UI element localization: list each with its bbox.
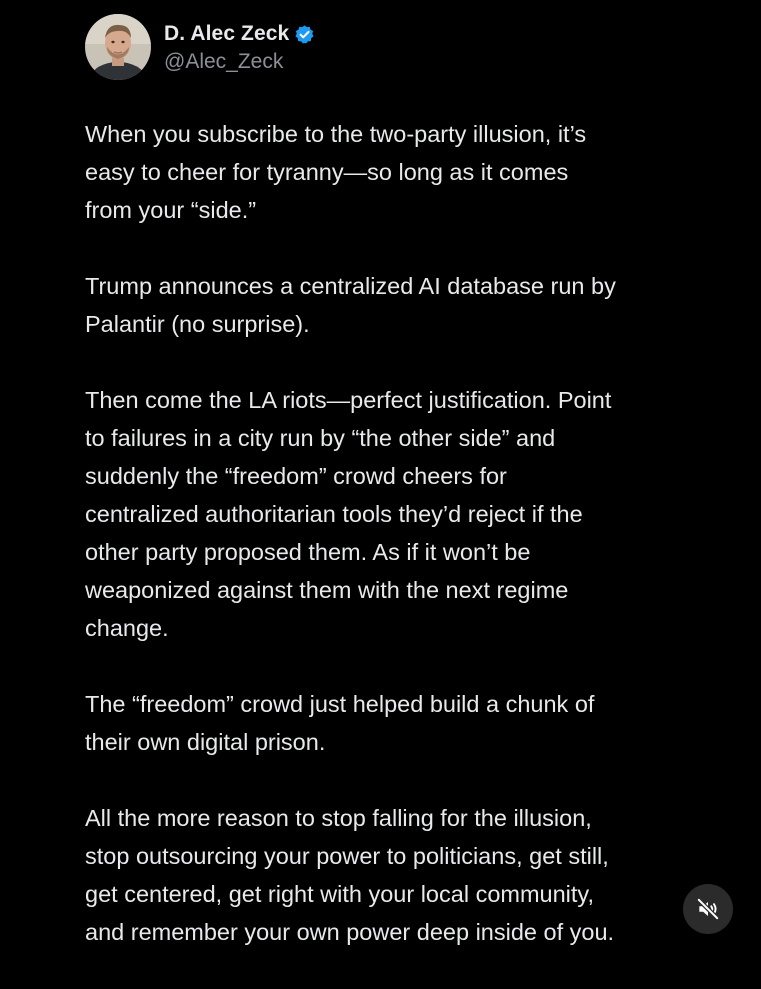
text-line: and remember your own power deep inside of you.	[85, 919, 615, 945]
post-paragraph	[85, 799, 685, 951]
text-line: to failures in a city run by “the other side” and	[85, 425, 556, 451]
author-identity	[164, 20, 315, 74]
text-line: suddenly the “freedom” crowd cheers for	[85, 463, 507, 489]
mute-button[interactable]	[683, 884, 733, 934]
post-paragraph	[85, 381, 685, 647]
text-line: When you subscribe to the two-party illusion, it’s	[85, 121, 587, 147]
text-line: change.	[85, 615, 169, 641]
text-line: their own digital prison.	[85, 729, 326, 755]
avatar[interactable]	[85, 14, 151, 80]
name-row	[164, 20, 315, 48]
post-header	[85, 12, 315, 82]
text-line: The “freedom” crowd just helped build a chunk of	[85, 691, 595, 717]
post-text	[85, 115, 685, 989]
avatar-photo-icon	[85, 14, 151, 80]
text-line: centralized authoritarian tools they’d reject if the	[85, 501, 583, 527]
text-line: Then come the LA riots—perfect justification. Point	[85, 387, 612, 413]
post-paragraph	[85, 685, 685, 761]
text-line: easy to cheer for tyranny—so long as it comes	[85, 159, 569, 185]
text-line: weaponized against them with the next regime	[85, 577, 569, 603]
author-name[interactable]: D. Alec Zeck	[164, 22, 290, 45]
verified-badge-icon	[294, 24, 315, 45]
post-paragraph	[85, 115, 685, 229]
text-line: get centered, get right with your local community,	[85, 881, 594, 907]
text-line: other party proposed them. As if it won’t be	[85, 539, 531, 565]
text-line: stop outsourcing your power to politicians, get still,	[85, 843, 609, 869]
post-paragraph	[85, 267, 685, 343]
author-handle[interactable]: @Alec_Zeck	[164, 50, 284, 73]
text-line: Palantir (no surprise).	[85, 311, 310, 337]
text-line: All the more reason to stop falling for the illusion,	[85, 805, 592, 831]
text-line: from your “side.”	[85, 197, 257, 223]
text-line: Trump announces a centralized AI database run by	[85, 273, 616, 299]
speaker-muted-icon	[695, 896, 721, 922]
